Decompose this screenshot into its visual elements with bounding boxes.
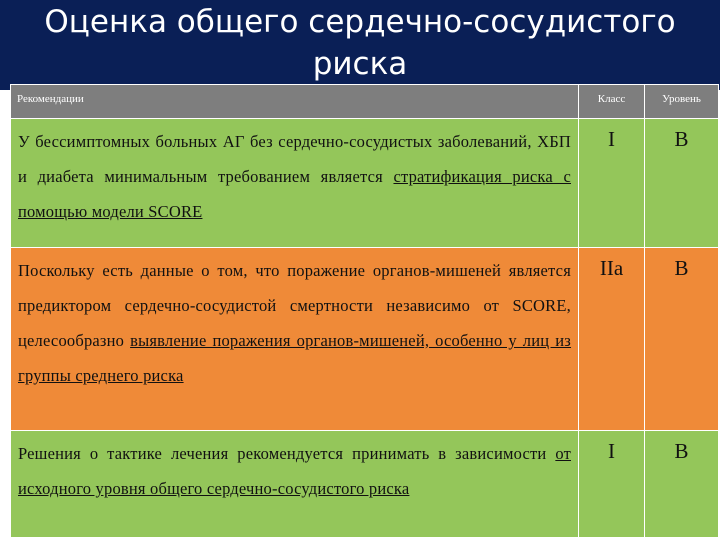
table-row xyxy=(11,431,719,538)
recommendation-cell xyxy=(11,431,579,538)
recommendation-text xyxy=(12,120,577,229)
recommendation-cell xyxy=(11,248,579,431)
recommendation-text-underlined: стратификация риска с помощью модели SCORE xyxy=(18,167,571,221)
header-recommendations: Рекомендации xyxy=(11,85,579,119)
recommendation-cell xyxy=(11,119,579,248)
table-row xyxy=(11,119,719,248)
header-class: Класс xyxy=(579,85,645,119)
table-row xyxy=(11,248,719,431)
level-cell: B xyxy=(645,431,719,538)
recommendation-text-plain: Решения о тактике лечения рекомендуется принимать в зависимости xyxy=(18,444,556,463)
recommendation-text xyxy=(12,249,577,393)
class-cell: I xyxy=(579,431,645,538)
page-title: Оценка общего сердечно-сосудистого риска xyxy=(0,0,720,90)
header-level: Уровень xyxy=(645,85,719,119)
recommendation-text xyxy=(12,432,577,506)
recommendation-text-underlined: от исходного уровня общего сердечно-сосудистого риска xyxy=(18,444,571,498)
level-cell: B xyxy=(645,248,719,431)
level-cell: B xyxy=(645,119,719,248)
recommendation-text-plain: У бессимптомных больных АГ без сердечно-сосудистых заболеваний, ХБП и диабета минимальным требованием является xyxy=(18,132,571,186)
class-cell: IIa xyxy=(579,248,645,431)
recommendation-text-underlined: выявление поражения органов-мишеней, особенно у лиц из группы среднего риска xyxy=(18,331,572,385)
recommendations-table xyxy=(10,84,719,538)
class-cell: I xyxy=(579,119,645,248)
table-header-row xyxy=(11,85,719,119)
recommendation-text-plain: Поскольку есть данные о том, что поражение органов-мишеней является предиктором сердечно-сосудистой смертности независимо от SCORE, целесообразно xyxy=(18,261,571,350)
